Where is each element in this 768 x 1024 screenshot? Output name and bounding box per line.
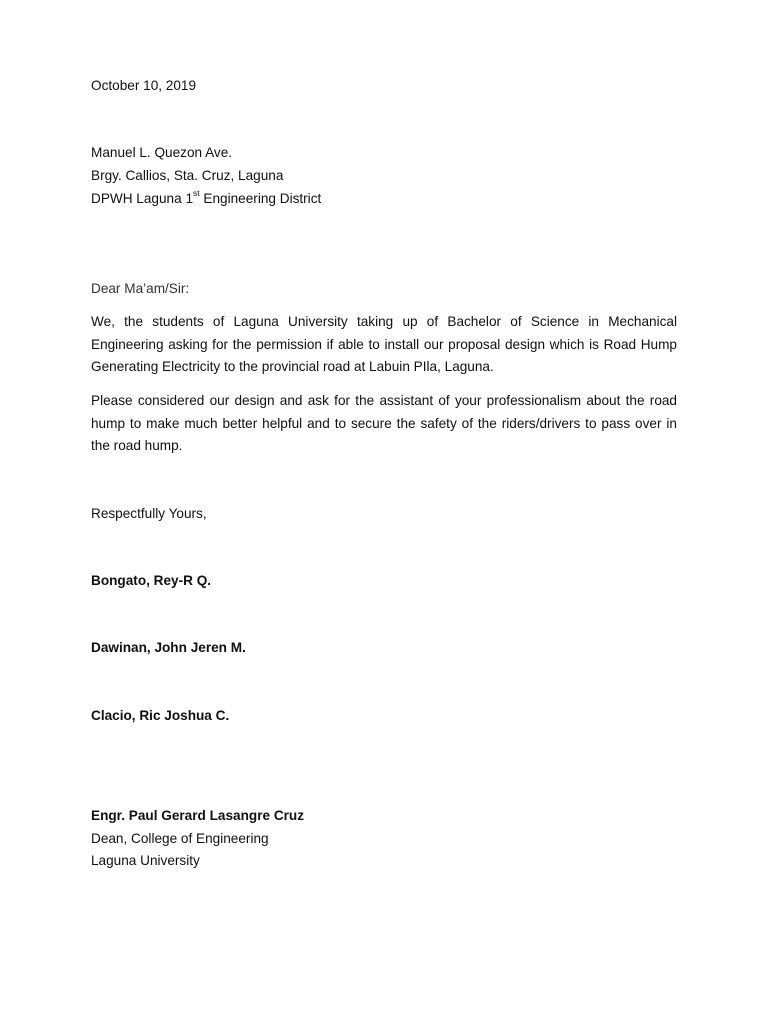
recipient-line-2: Brgy. Callios, Sta. Cruz, Laguna bbox=[91, 168, 284, 183]
salutation: Dear Ma’am/Sir: bbox=[91, 281, 190, 296]
recipient-line-1: Manuel L. Quezon Ave. bbox=[91, 145, 233, 160]
signatory-name: Bongato, Rey-R Q. bbox=[91, 573, 212, 588]
body-paragraph-2: Please considered our design and ask for the assistant of your professionalism about the road hump to make much better helpful and to secure the safety of the riders/drivers to pass over in the road hump. bbox=[91, 393, 677, 453]
endorser-name: Engr. Paul Gerard Lasangre Cruz bbox=[91, 808, 305, 823]
signatory-name: Clacio, Ric Joshua C. bbox=[91, 708, 230, 723]
letter-date: October 10, 2019 bbox=[91, 78, 197, 93]
closing: Respectfully Yours, bbox=[91, 506, 207, 521]
recipient-line-3 bbox=[91, 190, 321, 208]
body-paragraph-1: We, the students of Laguna University taking up of Bachelor of Science in Mechanical Engineering asking for the permission if able to install our proposal design which is Road Hump Generating Electricity to the provincial road at Labuin PIla, Laguna. bbox=[91, 314, 677, 374]
signatory-name: Dawinan, John Jeren M. bbox=[91, 640, 246, 655]
endorser-title: Dean, College of Engineering bbox=[91, 831, 269, 846]
endorser-institution: Laguna University bbox=[91, 853, 200, 868]
recipient-line-3-ordinal: st bbox=[193, 188, 200, 199]
recipient-line-3-suffix: Engineering District bbox=[199, 191, 322, 206]
recipient-line-3-prefix: DPWH Laguna 1 bbox=[91, 191, 194, 206]
